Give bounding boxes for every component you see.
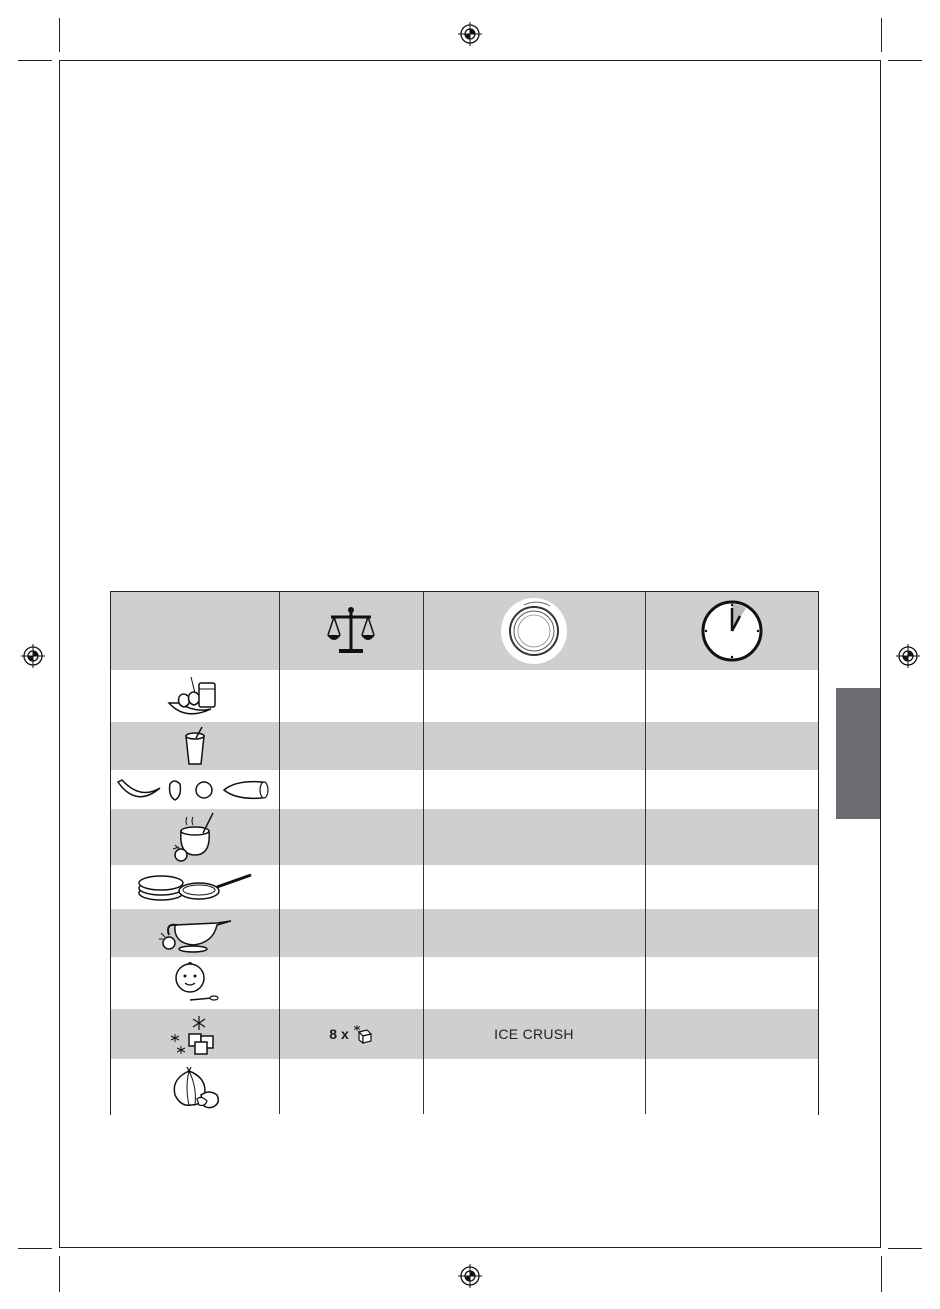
registration-mark-icon <box>458 22 482 46</box>
crop-mark <box>18 1248 52 1249</box>
time-cell <box>645 865 819 909</box>
food-icon-cell <box>111 670 279 722</box>
header-cell-speed <box>423 592 645 670</box>
food-icon-cell <box>111 770 279 809</box>
food-icon-cell <box>111 722 279 770</box>
setting-cell <box>423 1059 645 1115</box>
speed-dial-icon <box>500 597 568 665</box>
table-header-row <box>111 592 818 670</box>
time-cell <box>645 770 819 809</box>
table-row <box>111 1009 818 1059</box>
soup-pot-icon <box>169 811 221 863</box>
ice-quantity <box>329 1024 372 1044</box>
quantity-cell <box>279 770 423 809</box>
time-cell <box>645 1009 819 1059</box>
crop-mark <box>881 18 882 52</box>
smoothie-fruit-icon <box>165 675 225 717</box>
table-row <box>111 957 818 1009</box>
time-cell <box>645 809 819 865</box>
clock-icon <box>700 599 764 663</box>
crop-mark <box>881 1256 882 1292</box>
food-icon-cell <box>111 809 279 865</box>
table-row <box>111 809 818 865</box>
fruits-vegetables-icon <box>116 774 274 806</box>
quantity-cell <box>279 865 423 909</box>
setting-cell <box>423 865 645 909</box>
crop-mark <box>18 60 52 61</box>
registration-mark-icon <box>896 644 920 668</box>
usage-table <box>110 591 819 1115</box>
time-cell <box>645 722 819 770</box>
registration-mark-icon <box>458 1264 482 1288</box>
table-row <box>111 722 818 770</box>
crop-mark <box>59 18 60 52</box>
setting-cell <box>423 909 645 957</box>
quantity-cell <box>279 722 423 770</box>
food-icon-cell <box>111 865 279 909</box>
column-divider <box>645 592 646 1114</box>
setting-cell <box>423 957 645 1009</box>
column-divider <box>423 592 424 1114</box>
column-divider <box>279 592 280 1114</box>
time-cell <box>645 909 819 957</box>
crop-mark <box>59 1256 60 1292</box>
header-cell-time <box>645 592 819 670</box>
quantity-cell <box>279 1059 423 1115</box>
table-row <box>111 770 818 809</box>
setting-cell <box>423 809 645 865</box>
table-row <box>111 1059 818 1115</box>
header-cell-quantity <box>279 592 423 670</box>
food-icon-cell <box>111 1059 279 1115</box>
time-cell <box>645 1059 819 1115</box>
scale-icon <box>326 605 376 657</box>
side-tab <box>836 688 880 819</box>
quantity-cell <box>279 957 423 1009</box>
ice-quantity-text: 8 x <box>329 1026 349 1042</box>
header-cell-food <box>111 592 279 670</box>
table-row <box>111 865 818 909</box>
food-icon-cell <box>111 957 279 1009</box>
quantity-cell <box>279 909 423 957</box>
quantity-cell <box>279 670 423 722</box>
quantity-cell <box>279 1009 423 1059</box>
setting-cell <box>423 1009 645 1059</box>
registration-mark-icon <box>21 644 45 668</box>
food-icon-cell <box>111 909 279 957</box>
table-row <box>111 909 818 957</box>
milkshake-glass-icon <box>180 726 210 766</box>
garlic-onion-icon <box>167 1065 223 1109</box>
setting-cell <box>423 770 645 809</box>
table-row <box>111 670 818 722</box>
crop-mark <box>888 60 922 61</box>
ice-cube-icon <box>353 1024 373 1044</box>
time-cell <box>645 957 819 1009</box>
ice-cubes-icon <box>167 1012 223 1056</box>
ice-crush-label: ICE CRUSH <box>494 1026 574 1042</box>
pancakes-pan-icon <box>135 869 255 905</box>
food-icon-cell <box>111 1009 279 1059</box>
time-cell <box>645 670 819 722</box>
baby-food-icon <box>170 960 220 1006</box>
quantity-cell <box>279 809 423 865</box>
setting-cell <box>423 670 645 722</box>
setting-cell <box>423 722 645 770</box>
sauce-boat-icon <box>157 913 233 953</box>
crop-mark <box>888 1248 922 1249</box>
